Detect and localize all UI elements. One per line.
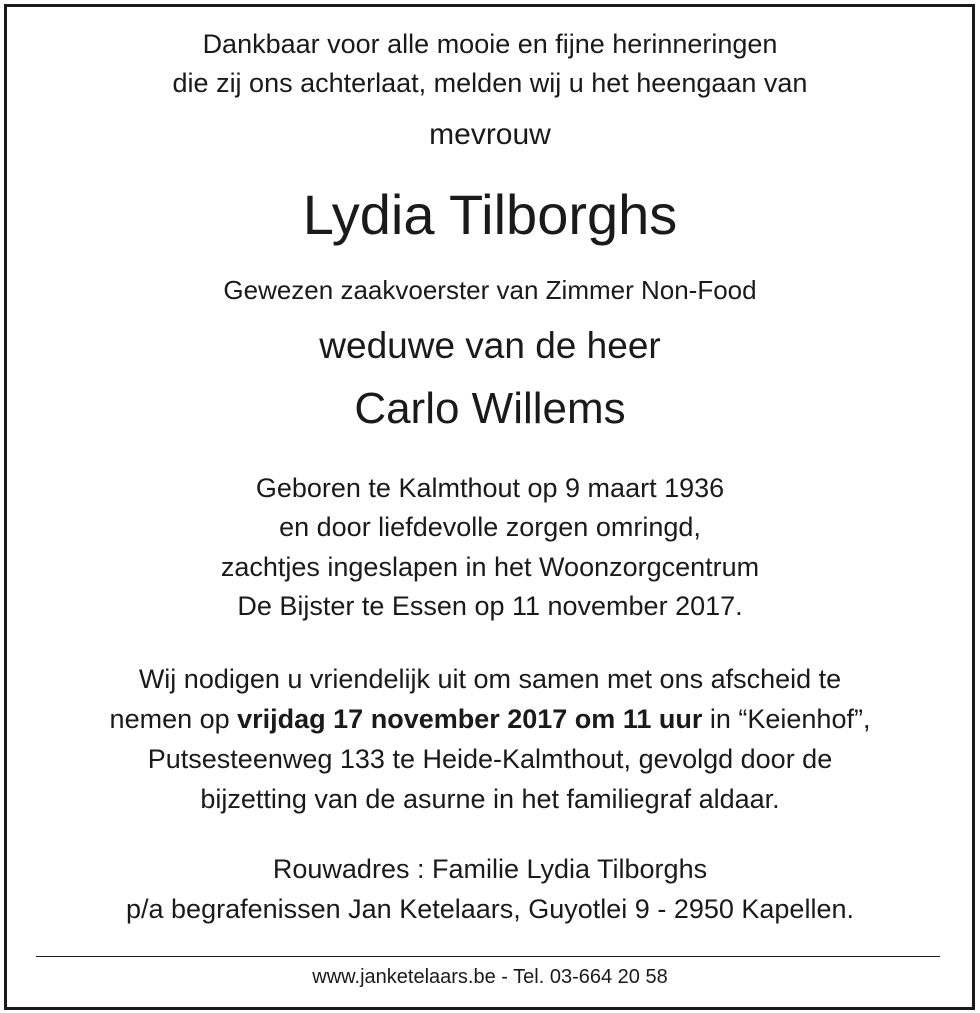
life-line-1: Geboren te Kalmthout op 9 maart 1936 <box>255 473 725 503</box>
occupation: Gewezen zaakvoerster van Zimmer Non-Food <box>223 275 757 305</box>
widow-of: weduwe van de heer <box>319 325 661 366</box>
address-line-2: p/a begrafenissen Jan Ketelaars, Guyotlei 9 - 2950 Kapellen. <box>126 894 854 924</box>
invitation-line-2-post: in “Keienhof”, <box>702 704 871 734</box>
address-line-1: Rouwadres : Familie Lydia Tilborghs <box>272 854 708 884</box>
spouse-name: Carlo Willems <box>354 384 626 433</box>
life-line-2: en door liefdevolle zorgen omringd, <box>279 512 701 542</box>
honorific: mevrouw <box>429 118 551 151</box>
deceased-name: Lydia Tilborghs <box>302 183 678 246</box>
invitation-line-2 <box>0 706 980 733</box>
invitation-line-4: bijzetting van de asurne in het familiegraf aldaar. <box>200 784 780 814</box>
intro-line-1: Dankbaar voor alle mooie en fijne herinneringen <box>202 29 778 59</box>
invitation-line-2-pre: nemen op <box>109 704 238 734</box>
invitation-line-3: Putsesteenweg 133 te Heide-Kalmthout, gevolgd door de <box>147 744 833 774</box>
intro-line-2: die zij ons achterlaat, melden wij u het heengaan van <box>172 68 808 98</box>
life-line-4: De Bijster te Essen op 11 november 2017. <box>237 591 743 621</box>
service-datetime: vrijdag 17 november 2017 om 11 uur <box>237 704 703 734</box>
footer-contact: www.janketelaars.be - Tel. 03-664 20 58 <box>312 966 668 988</box>
life-line-3: zachtjes ingeslapen in het Woonzorgcentrum <box>220 552 760 582</box>
invitation-line-1: Wij nodigen u vriendelijk uit om samen met ons afscheid te <box>138 664 842 694</box>
footer-divider <box>36 956 940 957</box>
